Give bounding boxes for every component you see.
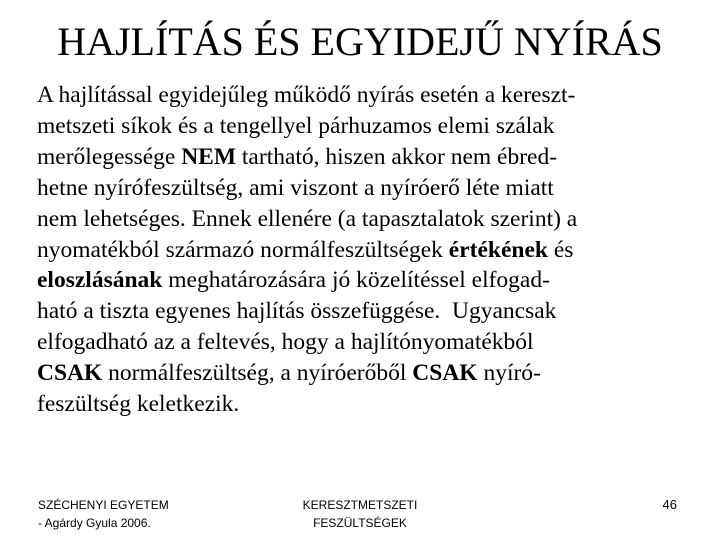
emphasis-eloszlasanak: eloszlásának bbox=[37, 267, 163, 294]
emphasis-csak: CSAK bbox=[412, 360, 478, 387]
body-line bbox=[37, 80, 697, 111]
body-text-run: feszültség keletkezik. bbox=[37, 391, 240, 418]
body-text-run: nyíró- bbox=[477, 360, 541, 387]
body-text-run: normálfeszültség, a nyíróerőből bbox=[102, 360, 413, 387]
page-number: 46 bbox=[662, 497, 677, 512]
body-line bbox=[37, 235, 697, 266]
footer-topic-line1: KERESZTMETSZETI bbox=[302, 498, 418, 512]
body-text-run: A hajlítással egyidejűleg működő nyírás esetén a kereszt- bbox=[37, 82, 576, 108]
body-text-run: hetne nyírófeszültség, ami viszont a nyíróerő léte miatt bbox=[37, 174, 554, 201]
body-text-run: elfogadható az a feltevés, hogy a hajlítónyomatékból bbox=[37, 329, 534, 356]
body-text-run: meghatározására jó közelítéssel elfogad- bbox=[162, 267, 550, 294]
body-line bbox=[37, 173, 697, 204]
body-line bbox=[37, 265, 697, 296]
body-line bbox=[37, 204, 697, 235]
body-line bbox=[37, 389, 697, 420]
slide-title: HAJLÍTÁS ÉS EGYIDEJŰ NYÍRÁS bbox=[57, 19, 663, 64]
emphasis-csak: CSAK bbox=[37, 360, 103, 387]
footer-institution: SZÉCHENYI EGYETEM bbox=[38, 498, 169, 512]
emphasis-nem: NEM bbox=[181, 143, 237, 170]
footer-author: - Agárdy Gyula 2006. bbox=[38, 516, 151, 530]
footer-topic-line2: FESZÜLTSÉGEK bbox=[313, 516, 407, 530]
body-text-run: nyomatékból származó normálfeszültségek bbox=[37, 236, 449, 263]
body-text-run: nem lehetséges. Ennek ellenére (a tapasztalatok szerint) a bbox=[37, 205, 578, 232]
footer-center bbox=[0, 496, 720, 532]
body-text-run: metszeti síkok és a tengellyel párhuzamos elemi szálak bbox=[37, 112, 555, 139]
body-text-run: és bbox=[547, 236, 574, 263]
body-line bbox=[37, 358, 697, 389]
body-line bbox=[37, 111, 697, 142]
body-text-run: merőlegessége bbox=[37, 143, 182, 170]
slide-body-text bbox=[37, 80, 697, 420]
footer-right bbox=[663, 496, 677, 514]
body-line bbox=[37, 142, 697, 173]
body-text-run: tartható, hiszen akkor nem ébred- bbox=[236, 143, 558, 170]
emphasis-ertekenek: értékének bbox=[448, 236, 548, 263]
body-text-run: ható a tiszta egyenes hajlítás összefüggése. Ugyancsak bbox=[37, 298, 557, 325]
body-line bbox=[37, 327, 697, 358]
body-line bbox=[37, 296, 697, 327]
